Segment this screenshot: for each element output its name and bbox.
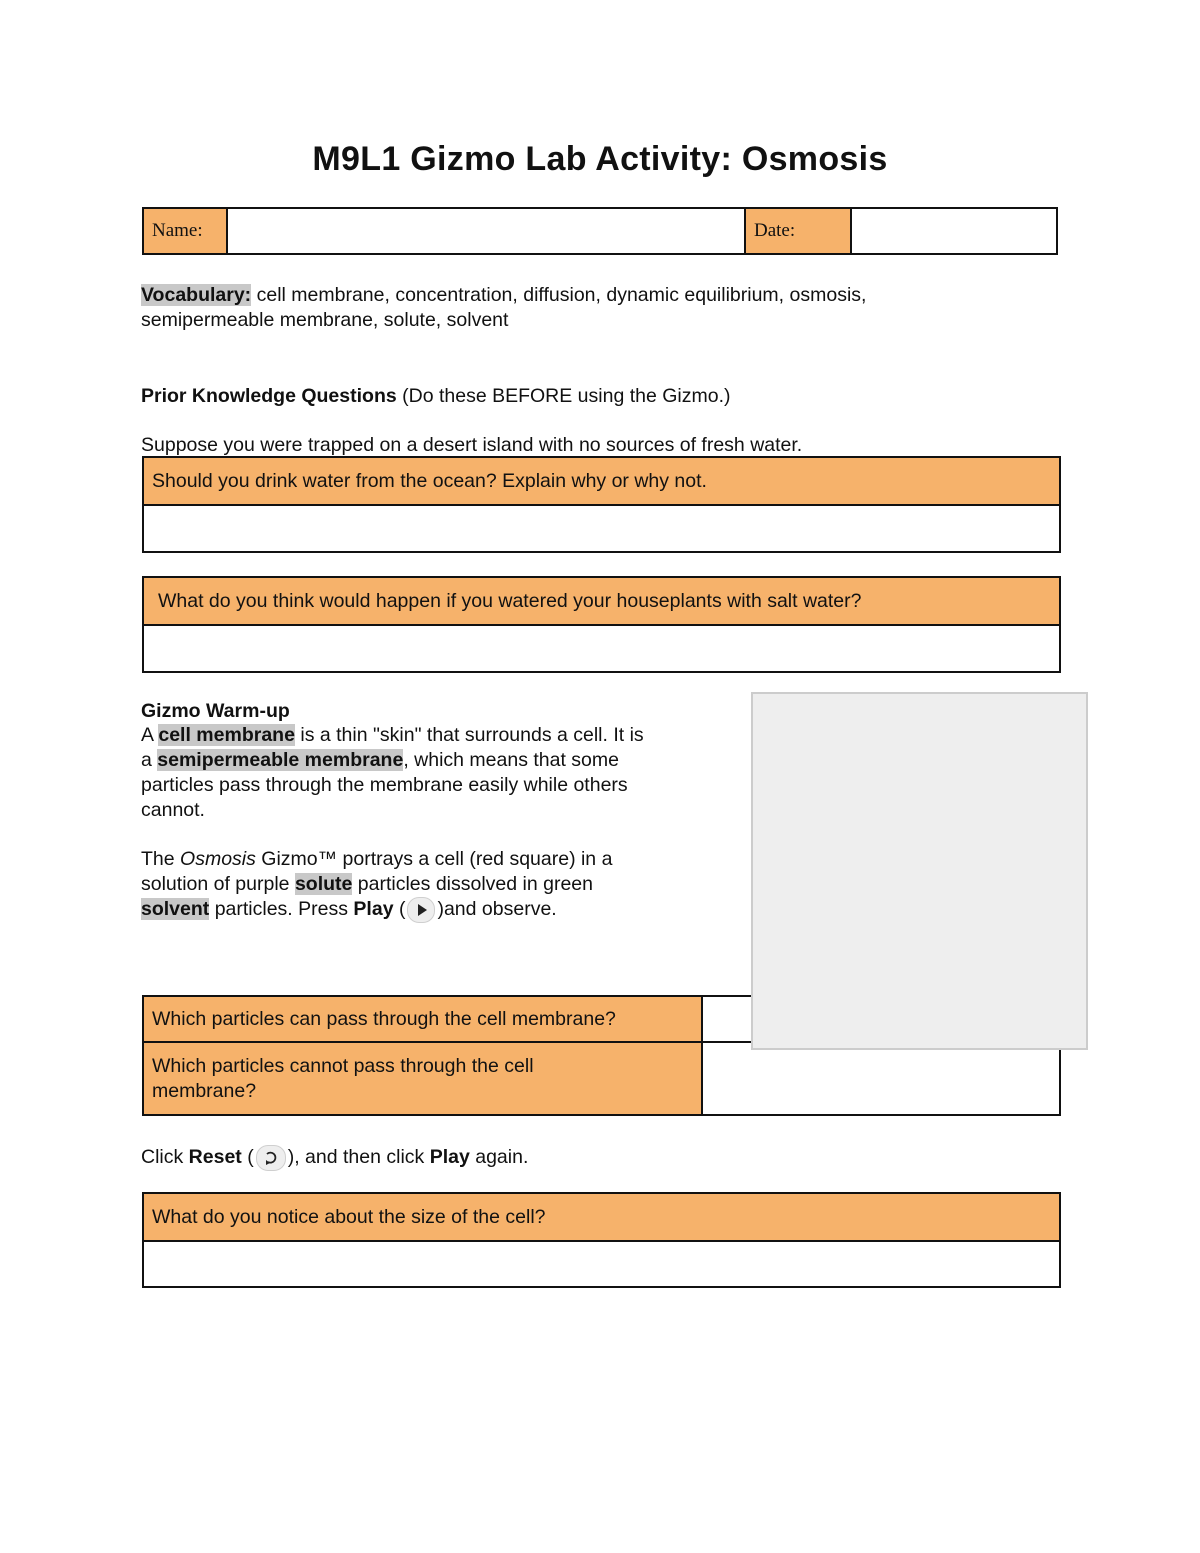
name-label: Name: <box>152 220 203 241</box>
text-run: A <box>141 724 159 746</box>
question-particles-pass <box>142 995 703 1043</box>
warmup-heading: Gizmo Warm-up <box>141 700 290 722</box>
answer-cell-size[interactable] <box>142 1240 1061 1288</box>
vocabulary-block <box>141 283 1041 333</box>
question-cell-size <box>142 1192 1061 1242</box>
question-particles-pass-text: Which particles can pass through the cell membrane? <box>152 1007 616 1030</box>
date-label: Date: <box>754 220 796 241</box>
text-run: ( <box>393 898 406 921</box>
text-run: solution of purple <box>141 873 295 895</box>
text-run: Gizmo™ portrays a cell (red square) in a <box>255 848 613 870</box>
question-particles-not-pass-line-2: membrane? <box>152 1079 257 1102</box>
answer-houseplants[interactable] <box>142 624 1061 673</box>
term-solute: solute <box>294 873 353 895</box>
vocabulary-terms-2: semipermeable membrane, solute, solvent <box>141 309 509 331</box>
prior-knowledge-note: (Do these BEFORE using the Gizmo.) <box>402 385 731 407</box>
prior-knowledge-heading-line <box>141 384 1041 409</box>
question-particles-not-pass <box>142 1041 703 1116</box>
prior-knowledge-intro: Suppose you were trapped on a desert island with no sources of fresh water. <box>141 434 803 456</box>
text-run: , which means that some <box>403 749 619 771</box>
text-run: a <box>141 749 158 771</box>
date-label-cell <box>744 207 852 255</box>
term-solvent: solvent <box>141 898 210 921</box>
play-label: Play <box>353 898 394 921</box>
text-run: )and observe. <box>437 898 557 921</box>
question-cell-size-text: What do you notice about the size of the cell? <box>152 1205 546 1228</box>
warmup-p2-line-2 <box>141 872 741 897</box>
play-icon <box>407 897 435 923</box>
name-field[interactable] <box>226 207 746 255</box>
answer-particles-not-pass[interactable] <box>701 1041 1061 1116</box>
page-title: M9L1 Gizmo Lab Activity: Osmosis <box>312 140 888 178</box>
date-field[interactable] <box>850 207 1058 255</box>
gizmo-name: Osmosis <box>180 848 256 870</box>
text-run: again. <box>469 1146 529 1169</box>
warmup-p1-line-2 <box>141 748 741 773</box>
term-semipermeable-membrane: semipermeable membrane <box>157 749 404 771</box>
warmup-paragraph-1 <box>141 723 741 823</box>
name-label-cell <box>142 207 228 255</box>
question-houseplants-text: What do you think would happen if you watered your houseplants with salt water? <box>158 589 862 612</box>
warmup-p1-line-1 <box>141 723 741 748</box>
vocabulary-terms-1: cell membrane, concentration, diffusion, dynamic equilibrium, osmosis, <box>256 284 867 306</box>
text-run: ( <box>241 1146 254 1169</box>
warmup-p1-line-3: particles pass through the membrane easily while others <box>141 774 628 796</box>
term-cell-membrane: cell membrane <box>158 724 295 746</box>
reset-icon <box>256 1145 286 1171</box>
reset-instruction <box>141 1145 1041 1171</box>
answer-ocean-water[interactable] <box>142 504 1061 553</box>
vocabulary-line-1 <box>141 283 1041 308</box>
prior-knowledge-heading: Prior Knowledge Questions <box>141 385 397 407</box>
vocabulary-label: Vocabulary: <box>141 284 252 306</box>
reset-label: Reset <box>188 1146 242 1169</box>
question-ocean-water <box>142 456 1061 506</box>
text-run: Click <box>141 1146 189 1169</box>
text-run: particles. Press <box>209 898 354 921</box>
text-run: is a thin "skin" that surrounds a cell. It is <box>294 724 644 746</box>
question-particles-not-pass-line-1: Which particles cannot pass through the cell <box>152 1054 534 1077</box>
question-houseplants <box>142 576 1061 626</box>
text-run: The <box>141 848 181 870</box>
gizmo-screenshot-placeholder <box>751 692 1088 1050</box>
warmup-paragraph-2 <box>141 847 741 923</box>
question-ocean-water-text: Should you drink water from the ocean? Explain why or why not. <box>152 469 707 492</box>
warmup-p1-line-4: cannot. <box>141 799 205 821</box>
text-run: ), and then click <box>287 1146 430 1169</box>
warmup-p2-line-3 <box>141 897 741 923</box>
text-run: particles dissolved in green <box>352 873 594 895</box>
play-label-2: Play <box>429 1146 470 1169</box>
warmup-p2-line-1 <box>141 847 741 872</box>
